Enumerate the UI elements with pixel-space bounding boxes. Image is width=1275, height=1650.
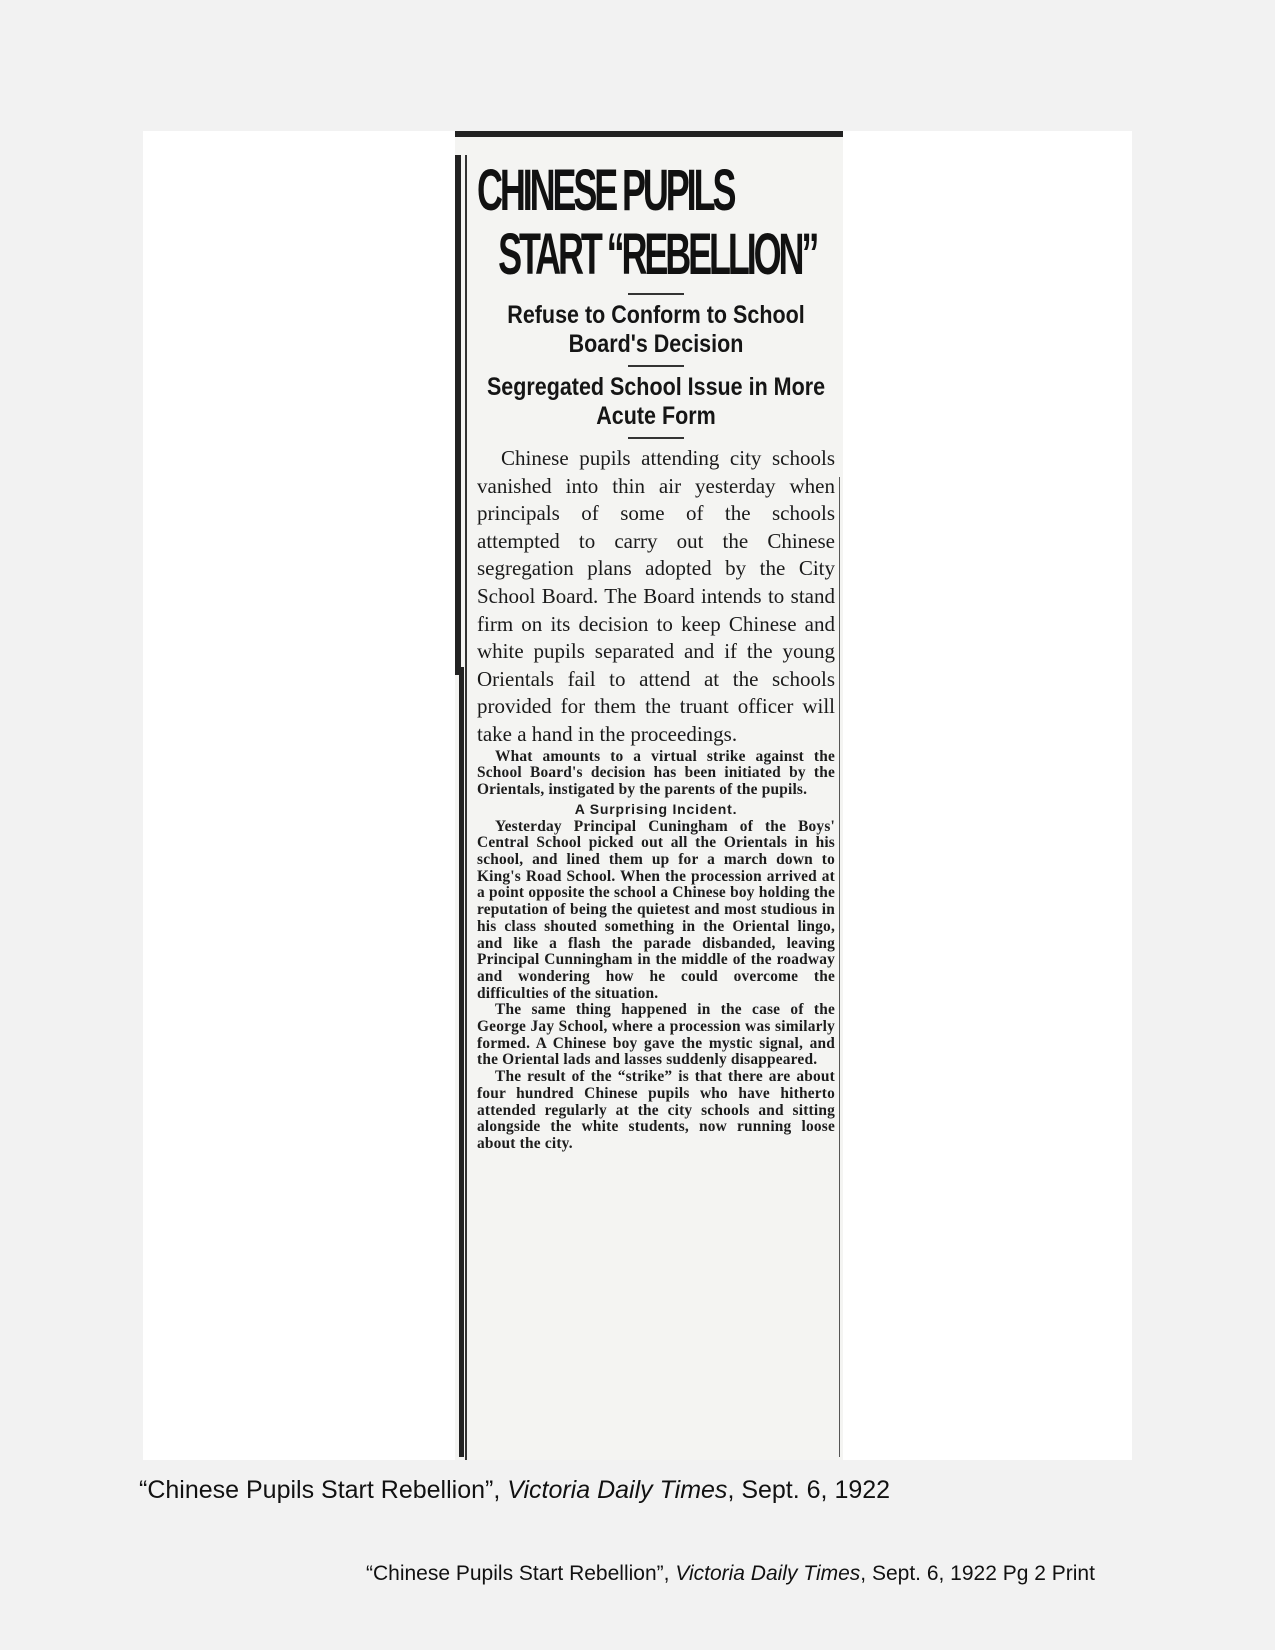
column-rule — [839, 477, 840, 1457]
column-rule — [465, 155, 467, 1460]
footer-details: , Sept. 6, 1922 Pg 2 Print — [860, 1562, 1095, 1585]
body-paragraph: The result of the “strike” is that there are about four hundred Chinese pupils who have hitherto attended regularly at the city schools and sitting alongside the white students, now running loose about the city. — [477, 1068, 835, 1152]
article-column — [477, 137, 835, 1153]
headline-line-1: CHINESE PUPILS — [477, 158, 734, 223]
caption-date: , Sept. 6, 1922 — [727, 1476, 891, 1504]
article-deck-1: Refuse to Conform to School Board's Decision — [507, 301, 805, 358]
footer-publication: Victoria Daily Times — [675, 1562, 861, 1585]
column-rule — [459, 667, 464, 1457]
column-rule — [455, 155, 461, 675]
image-caption — [139, 1476, 890, 1505]
page-footer — [366, 1562, 1095, 1586]
article-headline — [477, 158, 817, 287]
newspaper-clipping — [455, 131, 843, 1460]
scan-panel — [143, 131, 1132, 1460]
article-deck-2: Segregated School Issue in More Acute Form — [486, 373, 826, 430]
caption-title: “Chinese Pupils Start Rebellion”, — [139, 1476, 508, 1504]
caption-publication: Victoria Daily Times — [507, 1476, 728, 1504]
headline-line-2: START “REBELLION” — [498, 222, 817, 287]
lead-paragraph: Chinese pupils attending city schools vanished into thin air yesterday when principals of some of the schools attempted to carry out the Chinese segregation plans adopted by the City School Board. The Board intends to stand firm on its decision to keep Chinese and white pupils separated and if the young Orientals fail to attend at the schools provided for them the truant officer will take a hand in the proceedings. — [477, 446, 835, 746]
body-paragraph: Yesterday Principal Cuningham of the Boys' Central School picked out all the Orientals in his school, and lined them up for a march down to King's Road School. When the procession arrived at a point opposite the school a Chinese boy holding the reputation of being the quietest and most studious in his class shouted something in the Oriental lingo, and like a flash the parade disbanded, leaving Principal Cunningham in the middle of the roadway and wondering how he could overcome the difficulties of the situation. — [477, 817, 835, 1002]
footer-title: “Chinese Pupils Start Rebellion”, — [366, 1562, 676, 1585]
divider — [628, 365, 684, 367]
divider — [628, 293, 684, 295]
body-paragraph: The same thing happened in the case of the George Jay School, where a procession was similarly formed. A Chinese boy gave the mystic signal, and the Oriental lads and lasses suddenly disappeared. — [477, 1001, 835, 1069]
divider — [628, 437, 684, 439]
body-paragraph: What amounts to a virtual strike against the School Board's decision has been initiated by the Orientals, instigated by the parents of the pupils. — [477, 747, 835, 798]
article-subhead: A Surprising Incident. — [574, 800, 738, 817]
